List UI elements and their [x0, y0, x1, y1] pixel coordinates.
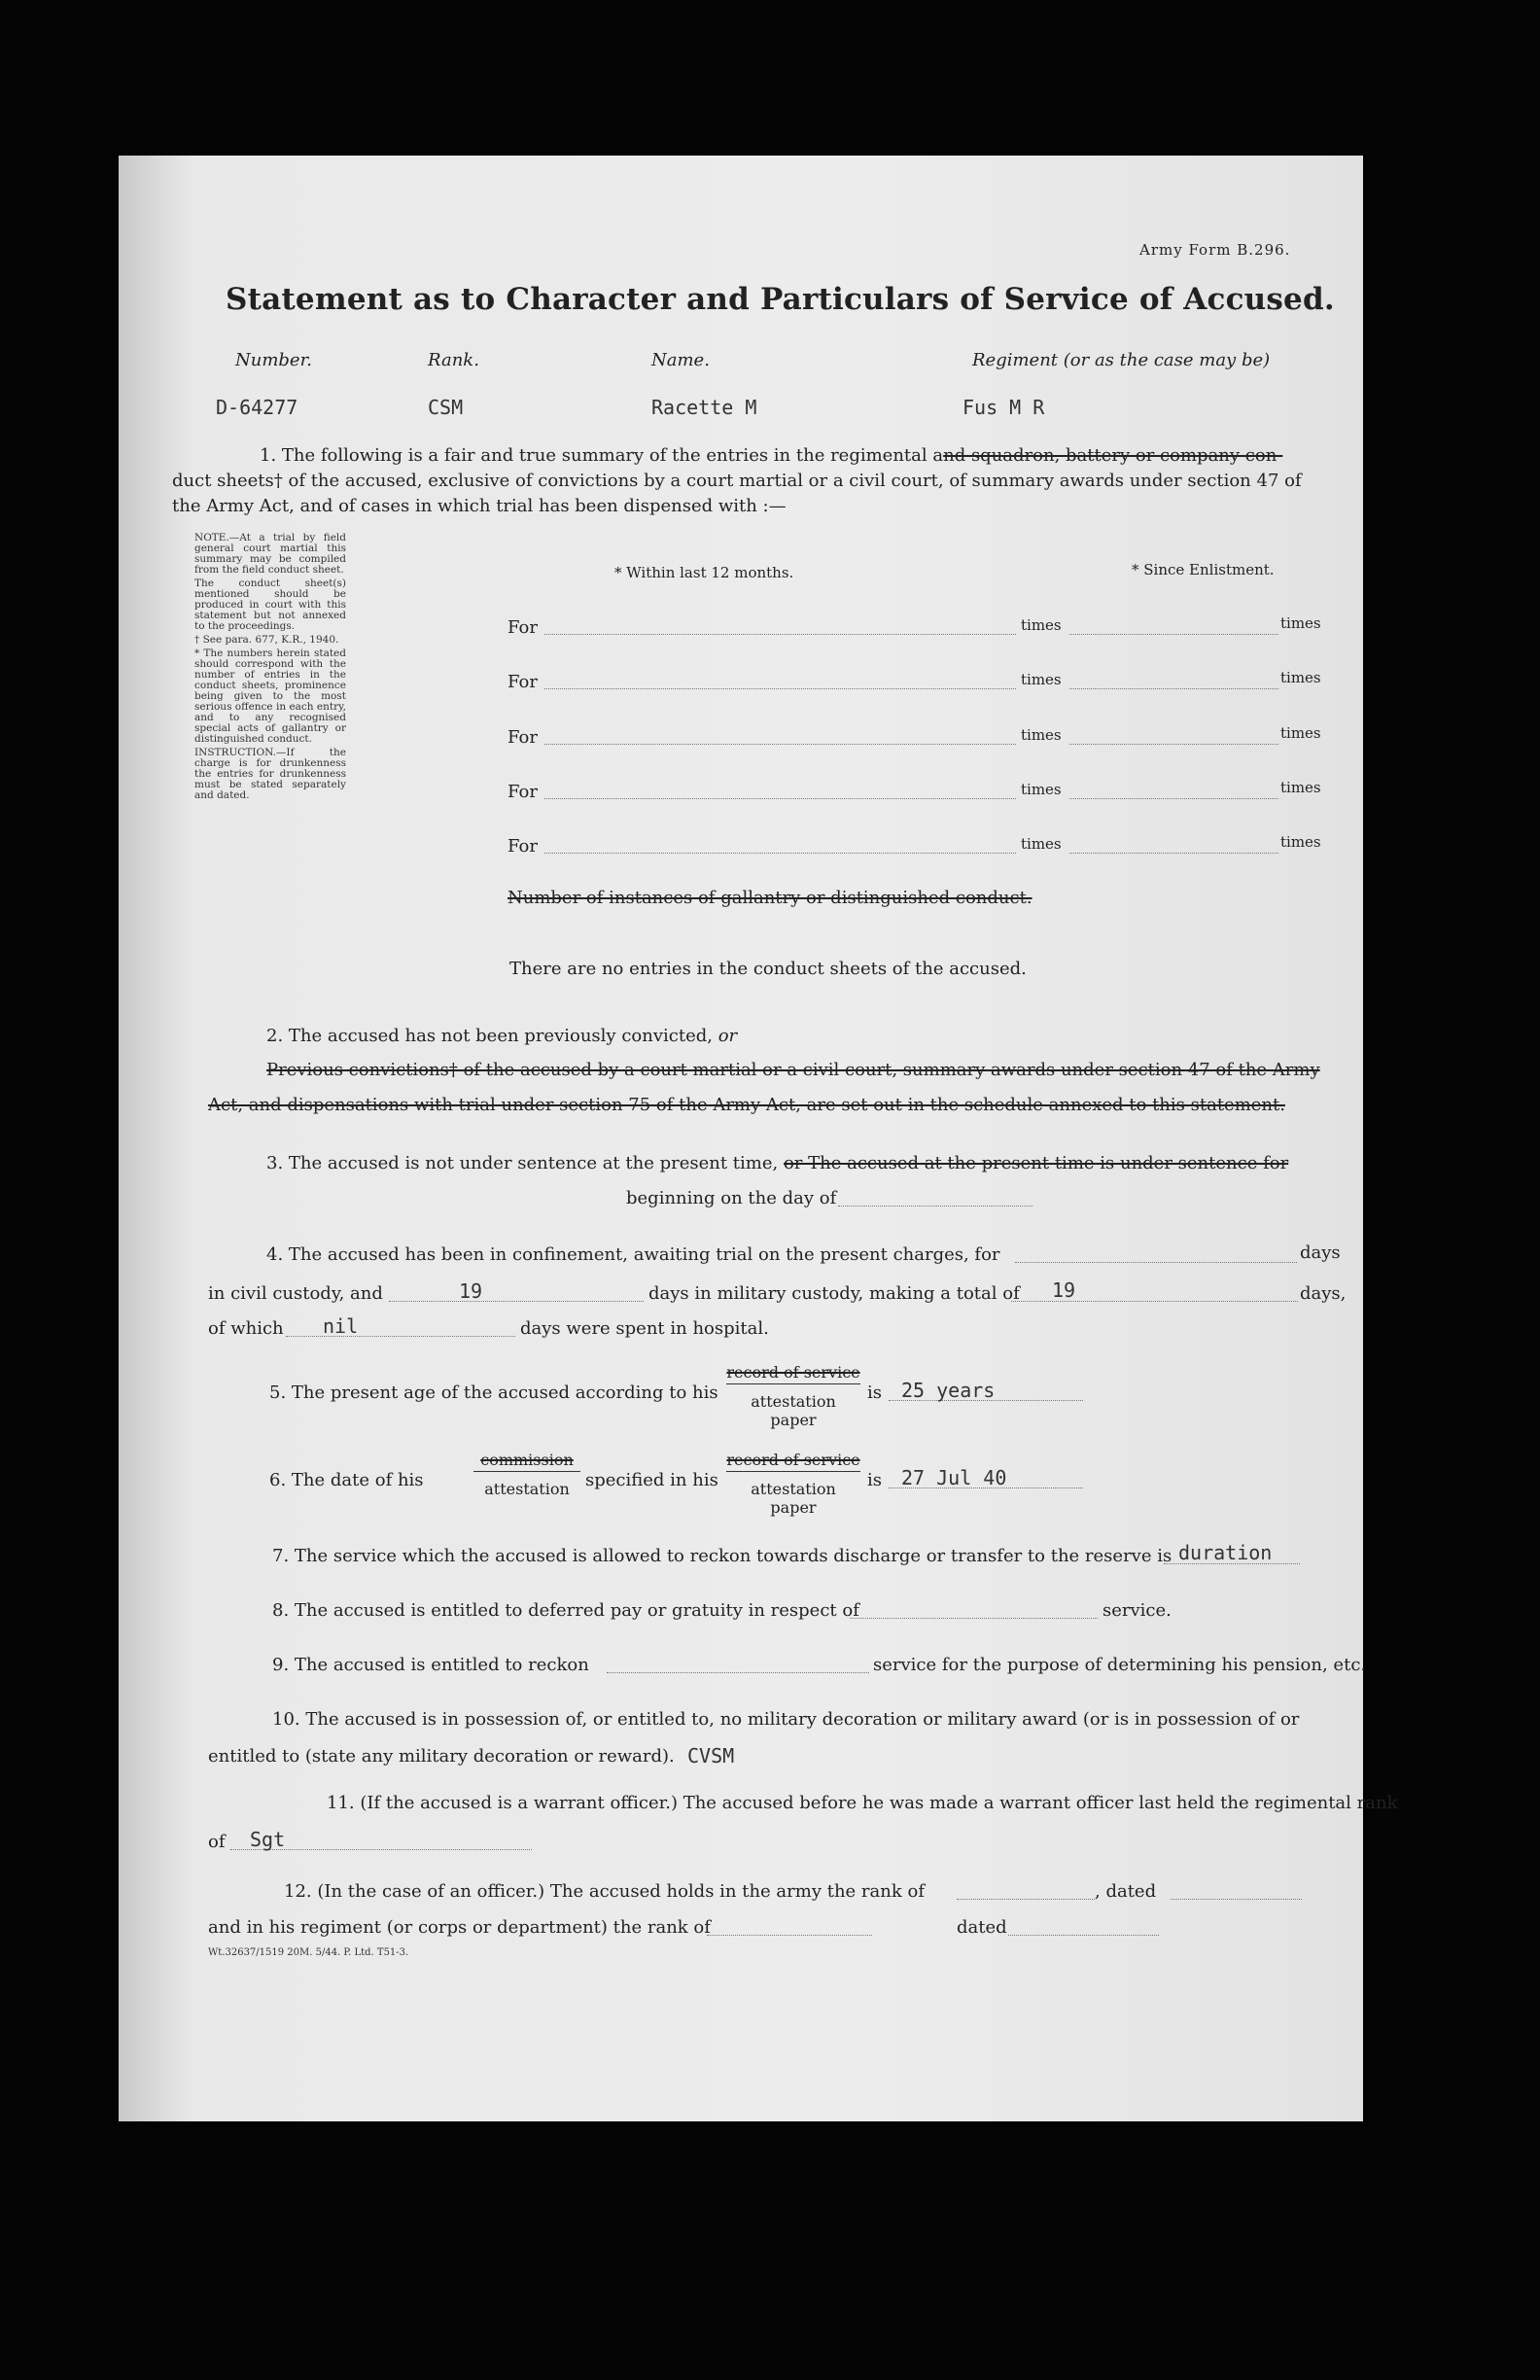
section5-frac-num: record of service — [726, 1363, 860, 1384]
margin-notes — [194, 533, 346, 804]
form-id: Army Form B.296. — [1139, 241, 1291, 259]
section6-frac1-num: commission — [473, 1451, 580, 1472]
section7-text: 7. The service which the accused is allowed to reckon towards discharge or transfer to the reserve is — [272, 1546, 1172, 1566]
section6-text-a: 6. The date of his — [269, 1470, 424, 1490]
section1-text-struck: nd squadron, battery or company con- — [943, 445, 1283, 466]
regiment-value: Fus M R — [962, 396, 1045, 419]
row-times-within: times — [1021, 726, 1062, 744]
row-times-since: times — [1280, 724, 1321, 742]
previous-rank-value: Sgt — [250, 1828, 286, 1851]
row-times-since: times — [1280, 833, 1321, 851]
rank-label: Rank. — [428, 350, 479, 370]
section12-text-a: 12. (In the case of an officer.) The accused holds in the army the rank of — [284, 1881, 925, 1902]
section6-text-b: specified in his — [585, 1470, 718, 1490]
section1-text-b: duct sheets† of the accused, exclusive of convictions by a court martial or a civil court, of summary awards under section 47 of — [172, 471, 1302, 491]
section3-struck-b: or The accused at the present time is under sentence for — [783, 1153, 1289, 1173]
section9-text-a: 9. The accused is entitled to reckon — [272, 1655, 589, 1675]
form-page — [119, 156, 1398, 2121]
section2-text-a: 2. The accused has not been previously convicted, — [266, 1026, 713, 1046]
section1-text-a: 1. The following is a fair and true summary of the entries in the regimental a — [260, 445, 944, 466]
section5-fraction — [726, 1363, 860, 1429]
section4-days1: days — [1300, 1242, 1341, 1263]
row-for-label: For — [508, 836, 538, 857]
hospital-days-value: nil — [323, 1314, 359, 1338]
section4-text-a: 4. The accused has been in confinement, awaiting trial on the present charges, for — [266, 1244, 1000, 1265]
number-label: Number. — [235, 350, 312, 370]
section11-text-b: of — [208, 1832, 226, 1852]
row-times-since: times — [1280, 614, 1321, 632]
no-entries-statement: There are no entries in the conduct sheets of the accused. — [509, 959, 1027, 979]
section2-or: or — [718, 1026, 738, 1046]
section6-frac2-num: record of service — [726, 1451, 860, 1472]
note-numbers: * The numbers herein stated should correspond with the number of entries in the conduct sheets, prominence being given to the most serious offence in each entry, and to any recognised special acts of gallantry or distinguished conduct. — [194, 648, 346, 745]
name-value: Racette M — [651, 396, 757, 419]
section2-struck-b: Previous convictions† of the accused by a court martial or a civil court, summary awards under section 47 of the Army — [266, 1060, 1320, 1080]
section11-text-a: 11. (If the accused is a warrant officer.) The accused before he was made a warrant officer last held the regimental rank — [327, 1793, 1398, 1813]
note-kr-reference: † See para. 677, K.R., 1940. — [194, 634, 339, 646]
section4-text-c: days in military custody, making a total of — [648, 1283, 1020, 1304]
page-title: Statement as to Character and Particulars of Service of Accused. — [226, 282, 1335, 317]
section8-text-a: 8. The accused is entitled to deferred pay or gratuity in respect of — [272, 1600, 859, 1621]
section6-is: is — [867, 1470, 882, 1490]
row-times-since: times — [1280, 779, 1321, 796]
row-for-label: For — [508, 617, 538, 638]
section4-days2: days, — [1300, 1283, 1347, 1304]
section6-frac1-den: attestation — [484, 1480, 570, 1498]
decoration-value: CVSM — [687, 1744, 735, 1768]
section10-text-a: 10. The accused is in possession of, or entitled to, no military decoration or military award (or is in possession of or — [272, 1709, 1300, 1730]
row-for-label: For — [508, 727, 538, 748]
note-field-gcm: NOTE.—At a trial by field general court martial this summary may be compiled from the field conduct sheet. — [194, 532, 346, 576]
section1-text-c: the Army Act, and of cases in which trial has been dispensed with :— — [172, 496, 787, 516]
row-times-since: times — [1280, 669, 1321, 686]
service-reckon-value: duration — [1178, 1541, 1273, 1564]
section12-dated1: , dated — [1095, 1881, 1157, 1902]
row-for-label: For — [508, 672, 538, 692]
section8-text-b: service. — [1102, 1600, 1172, 1621]
row-times-within: times — [1021, 671, 1062, 688]
total-days-value: 19 — [1052, 1278, 1076, 1302]
section6-frac2-den: attestation paper — [751, 1480, 836, 1517]
section12-dated2: dated — [957, 1917, 1007, 1938]
section3-text-c: beginning on the day of — [626, 1188, 837, 1208]
gallantry-struck: Number of instances of gallantry or distinguished conduct. — [508, 888, 1032, 908]
printer-imprint: Wt.32637/1519 20M. 5/44. P. Ltd. T51-3. — [208, 1947, 409, 1958]
note-instruction: INSTRUCTION.—If the charge is for drunkenness the entries for drunkenness must be stated separately and dated. — [194, 747, 346, 801]
number-value: D-64277 — [216, 396, 298, 419]
section9-text-b: service for the purpose of determining his pension, etc. — [873, 1655, 1367, 1675]
military-days-value: 19 — [459, 1279, 483, 1303]
regiment-label: Regiment (or as the case may be) — [972, 350, 1271, 370]
section4-text-b: in civil custody, and — [208, 1283, 383, 1304]
section3-text-a: 3. The accused is not under sentence at the present time, — [266, 1153, 779, 1173]
row-times-within: times — [1021, 781, 1062, 798]
section5-frac-den: attestation paper — [751, 1392, 836, 1429]
rank-value: CSM — [428, 396, 464, 419]
section5-text-a: 5. The present age of the accused according to his — [269, 1382, 718, 1403]
section12-text-b: and in his regiment (or corps or department) the rank of — [208, 1917, 711, 1938]
row-for-label: For — [508, 782, 538, 802]
age-value: 25 years — [901, 1379, 996, 1402]
section4-text-d: of which — [208, 1318, 284, 1339]
section6-fraction-2 — [726, 1451, 860, 1517]
section4-text-e: days were spent in hospital. — [520, 1318, 769, 1339]
section10-text-b: entitled to (state any military decoration or reward). — [208, 1746, 675, 1767]
name-label: Name. — [651, 350, 710, 370]
attestation-date-value: 27 Jul 40 — [901, 1466, 1007, 1489]
note-conduct-sheets: The conduct sheet(s) mentioned should be produced in court with this statement but not annexed to the proceedings. — [194, 578, 346, 632]
col-since-enlistment: * Since Enlistment. — [1132, 561, 1275, 578]
section5-is: is — [867, 1382, 882, 1403]
row-times-within: times — [1021, 616, 1062, 634]
col-within-12-months: * Within last 12 months. — [614, 564, 794, 581]
section6-fraction-1 — [473, 1451, 580, 1498]
section2-struck-c: Act, and dispensations with trial under section 75 of the Army Act, are set out in the schedule annexed to this statement. — [208, 1095, 1285, 1115]
row-times-within: times — [1021, 835, 1062, 853]
